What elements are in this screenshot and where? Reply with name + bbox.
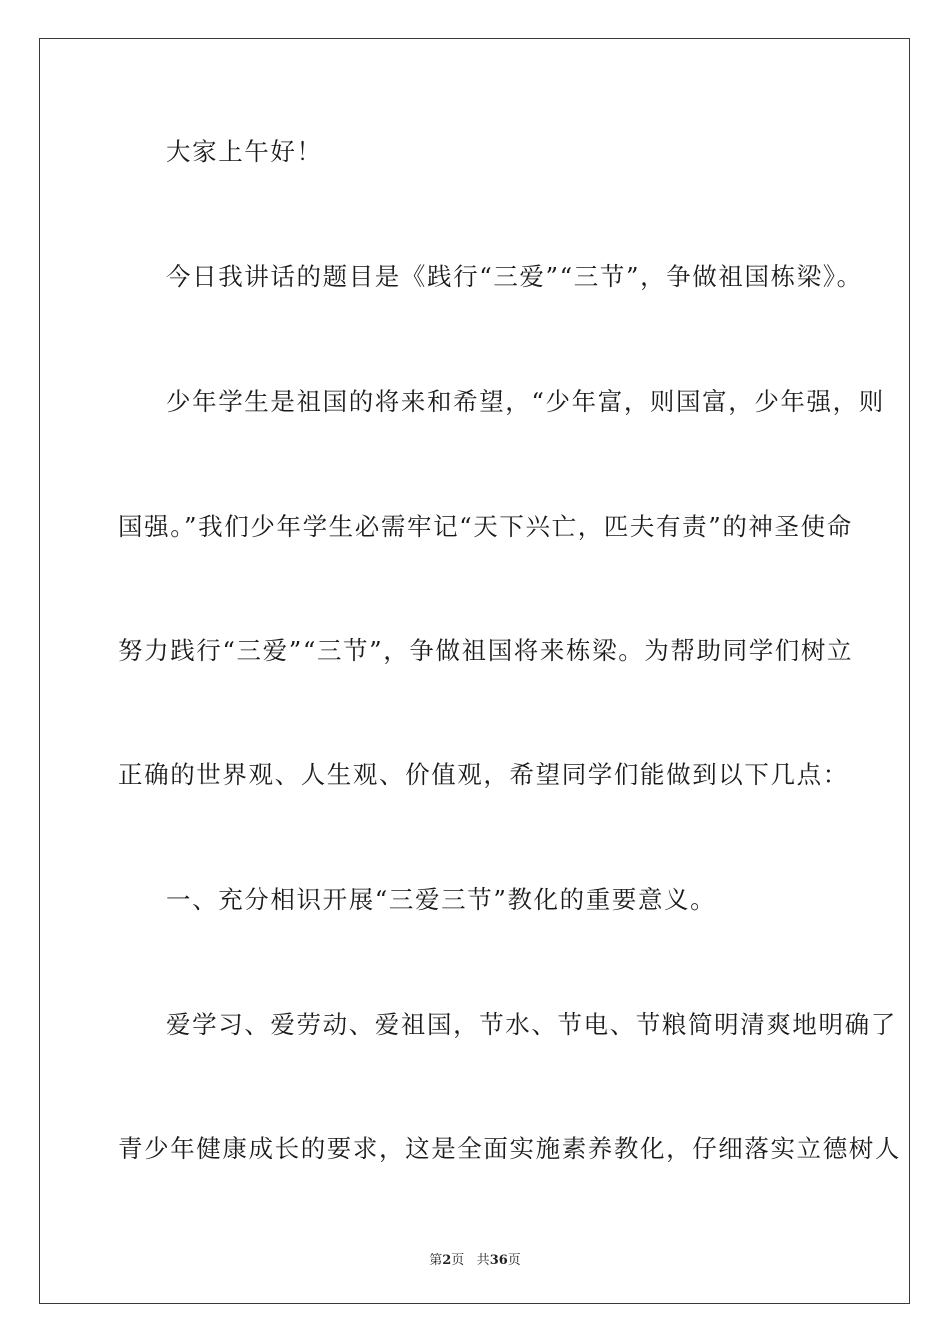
footer-total-suffix: 页 [507, 1253, 521, 1268]
paragraph-line: 少年学生是祖国的将来和希望，“少年富，则国富，少年强，则 [166, 387, 885, 416]
paragraph-line: 努力践行“三爱”“三节”，争做祖国将来栋梁。为帮助同学们树立 [118, 636, 854, 665]
section-heading: 一、充分相识开展“三爱三节”教化的重要意义。 [166, 885, 717, 914]
greeting-line: 大家上午好！ [166, 137, 323, 166]
paragraph-line: 国强。”我们少年学生必需牢记“天下兴亡，匹夫有责”的神圣使命 [118, 512, 853, 541]
page-footer [0, 1249, 950, 1268]
paragraph-line: 青少年健康成长的要求，这是全面实施素养教化，仔细落实立德树人 [118, 1134, 901, 1163]
footer-page-number: 2 [442, 1253, 452, 1268]
page-border [39, 38, 910, 1304]
paragraph-line: 今日我讲话的题目是《践行“三爱”“三节”，争做祖国栋梁》。 [166, 262, 863, 291]
paragraph-line: 正确的世界观、人生观、价值观，希望同学们能做到以下几点： [118, 760, 849, 789]
footer-total-pages: 36 [489, 1253, 508, 1268]
footer-page-suffix: 页 [451, 1253, 465, 1268]
footer-page-prefix: 第 [429, 1253, 443, 1268]
footer-total-prefix: 共 [476, 1253, 490, 1268]
paragraph-line: 爱学习、爱劳动、爱祖国，节水、节电、节粮简明清爽地明确了 [166, 1010, 897, 1039]
